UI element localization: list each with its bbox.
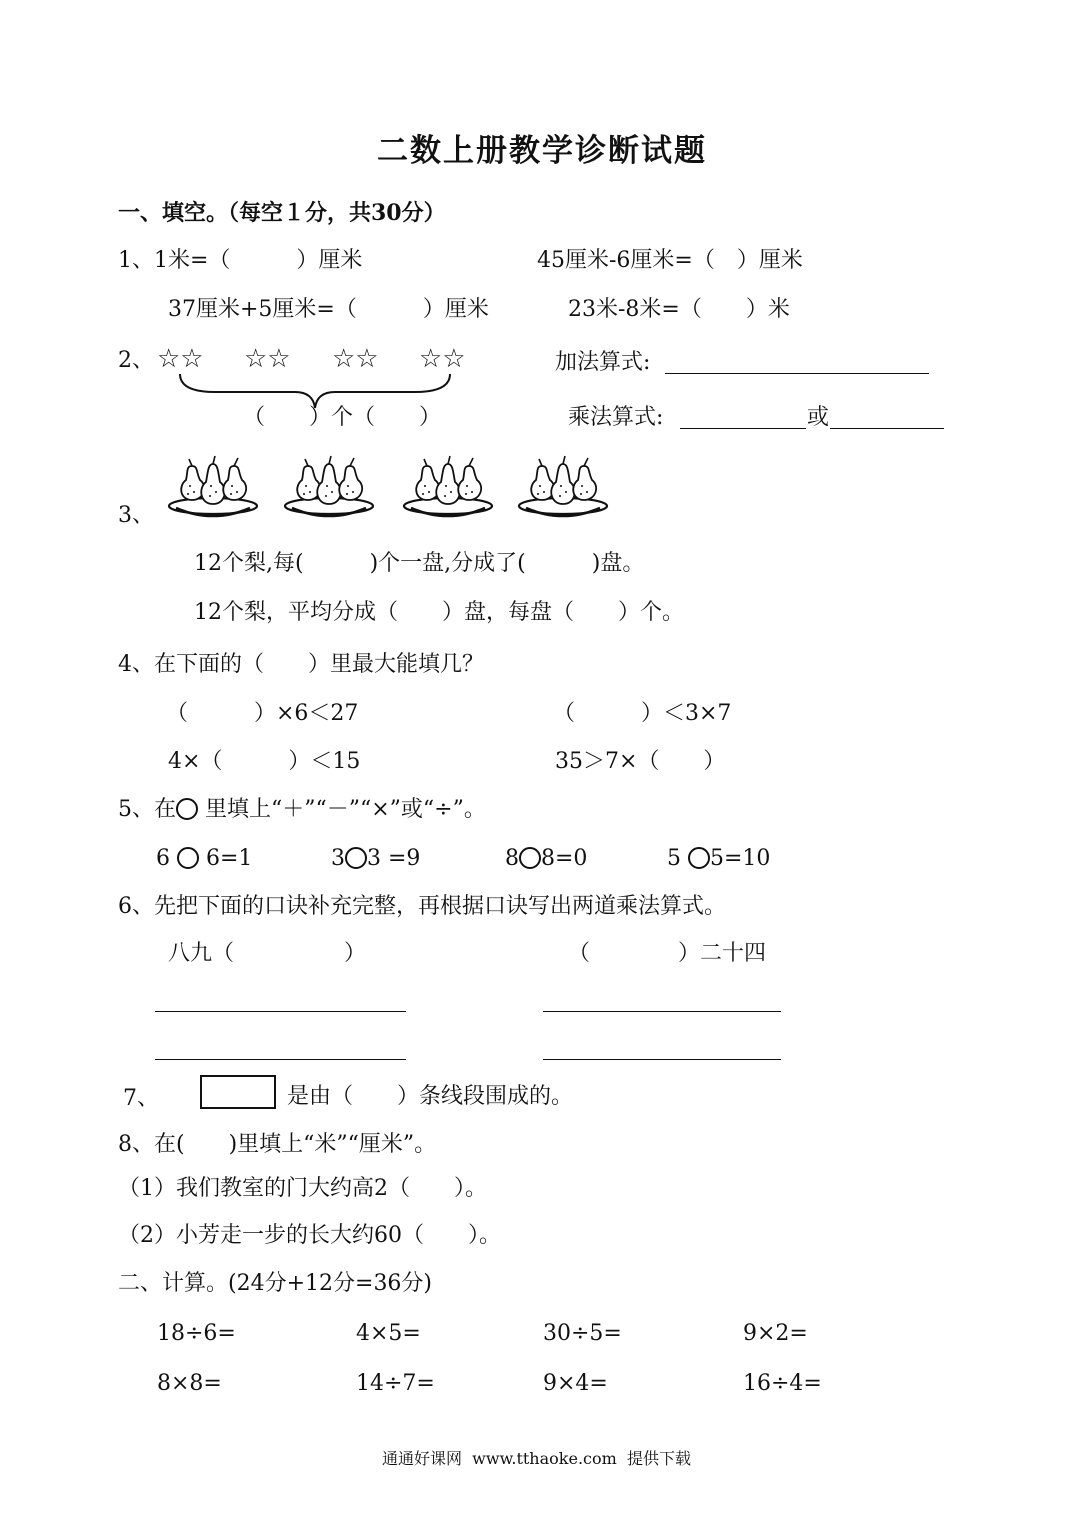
q7-text: 是由（ ）条线段围成的。: [287, 1084, 574, 1109]
q5-item-right: 5=10: [710, 846, 771, 871]
q6-answer-line[interactable]: [155, 1011, 406, 1012]
star-group-3: ☆☆: [332, 344, 379, 374]
q4-a: （ ）×6＜27: [166, 701, 359, 726]
q5-item-right: 8=0: [541, 846, 588, 871]
q5-item-2: [331, 845, 420, 873]
q1-d: 23米-8米=（ ）米: [568, 297, 790, 322]
operator-circle-input[interactable]: [177, 847, 199, 869]
page-title: 二数上册教学诊断试题: [377, 133, 707, 169]
q3-number: 3、: [118, 503, 154, 528]
q4-c: 4×（ ）＜15: [168, 749, 361, 774]
q3-line-1: 12个梨,每( )个一盘,分成了( )盘。: [194, 551, 645, 576]
calc-item: 30÷5=: [543, 1321, 622, 1346]
q4-prompt: 4、在下面的（ ）里最大能填几？: [118, 652, 484, 677]
rectangle-figure: [200, 1075, 276, 1109]
q6-b: （ ）二十四: [568, 941, 767, 966]
q1-a: 1、1米=（ ）厘米: [118, 248, 363, 273]
q6-a: 八九（ ）: [168, 941, 367, 966]
calc-item: 14÷7=: [356, 1371, 435, 1396]
q2-brace-caption: （ ）个（ ）: [243, 405, 442, 430]
q5-prompt: [118, 796, 486, 824]
q6-answer-line[interactable]: [543, 1059, 781, 1060]
star-group-4: ☆☆: [419, 344, 466, 374]
q6-prompt: 6、先把下面的口诀补充完整，再根据口诀写出两道乘法算式。: [118, 894, 726, 919]
q5-prompt-pre: 5、在: [118, 797, 176, 822]
operator-circle-input[interactable]: [519, 847, 541, 869]
q4-b: （ ）＜3×7: [553, 701, 732, 726]
footer-credit: 通通好课网 www.tthaoke.com 提供下载: [382, 1449, 691, 1468]
q5-item-left: 3: [331, 846, 345, 871]
star-group-2: ☆☆: [244, 344, 291, 374]
q2-add-answer-line[interactable]: [665, 373, 929, 374]
q1-b: 45厘米-6厘米=（ ）厘米: [537, 248, 803, 273]
calc-item: 9×4=: [543, 1371, 608, 1396]
q5-item-left: 5: [667, 846, 688, 871]
q8-b: （2）小芳走一步的长大约60（ ）。: [118, 1223, 501, 1248]
q2-mul-answer-line-2[interactable]: [830, 428, 944, 429]
calc-item: 8×8=: [157, 1371, 222, 1396]
q4-d: 35＞7×（ ）: [555, 749, 726, 774]
q3-line-2: 12个梨，平均分成（ ）盘，每盘（ ）个。: [194, 600, 684, 625]
q5-item-3: [505, 845, 587, 873]
q5-item-4: [667, 845, 770, 873]
q1-c: 37厘米+5厘米=（ ）厘米: [168, 297, 489, 322]
q6-answer-line[interactable]: [155, 1059, 406, 1060]
q8-prompt: 8、在( )里填上“米”“厘米”。: [118, 1132, 437, 1157]
q5-item-1: [156, 845, 252, 873]
operator-circle-input[interactable]: [688, 847, 710, 869]
calc-item: 18÷6=: [157, 1321, 236, 1346]
section2-heading: 二、计算。(24分+12分=36分): [118, 1271, 433, 1296]
calc-item: 9×2=: [743, 1321, 808, 1346]
calc-item: 4×5=: [356, 1321, 421, 1346]
q2-mul-answer-line-1[interactable]: [680, 428, 806, 429]
q5-item-right: 3 =9: [367, 846, 421, 871]
q8-a: （1）我们教室的门大约高2（ ）。: [118, 1176, 487, 1201]
q2-or-text: 或: [807, 405, 830, 430]
star-group-1: ☆☆: [157, 344, 204, 374]
q7-number: 7、: [123, 1086, 159, 1111]
pear-plates-illustration: [168, 456, 618, 531]
calc-item: 16÷4=: [743, 1371, 822, 1396]
operator-circle-input[interactable]: [345, 847, 367, 869]
q5-item-left: 6: [156, 846, 177, 871]
q2-number: 2、: [118, 348, 154, 373]
q2-mul-label: 乘法算式:: [568, 405, 664, 430]
q6-answer-line[interactable]: [543, 1011, 781, 1012]
q5-item-right: 6=1: [199, 846, 253, 871]
section1-heading: 一、填空。（每空１分，共30分）: [118, 200, 446, 226]
q5-item-left: 8: [505, 846, 519, 871]
circle-icon: [176, 798, 198, 820]
q2-add-label: 加法算式:: [555, 350, 651, 375]
q5-prompt-post: 里填上“＋”“－”“×”或“÷”。: [198, 797, 486, 822]
